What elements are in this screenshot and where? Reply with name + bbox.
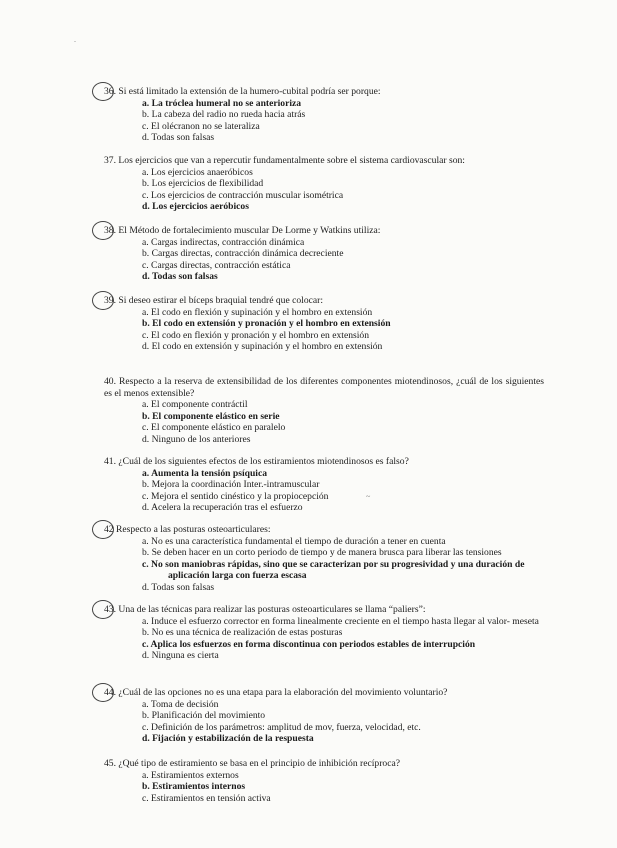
option-list [104, 98, 544, 144]
question-stem [104, 758, 544, 770]
question-43 [104, 604, 544, 662]
answer-option [142, 547, 544, 559]
answer-option [142, 627, 544, 639]
answer-option-label: b. La cabeza del radio no rueda hacia atrás [142, 109, 306, 121]
answer-option [142, 167, 544, 179]
circle-mark [92, 291, 114, 310]
option-list [104, 399, 544, 445]
answer-option [142, 318, 544, 330]
answer-option-label: c. No son maniobras rápidas, sino que se caracterizan por su progresividad y una duración de [142, 558, 525, 570]
answer-option [142, 502, 544, 514]
answer-option-label: b. Estiramientos internos [142, 781, 246, 793]
answer-option [142, 793, 544, 805]
question-text: Respecto a la reserva de extensibilidad de los diferentes componentes miotendinosos, ¿cuál de los siguientes es el menos extensible? [104, 376, 544, 399]
question-stem [104, 456, 544, 468]
answer-option [142, 260, 544, 272]
answer-option [142, 98, 544, 110]
question-stem [104, 225, 544, 237]
answer-option [142, 781, 544, 793]
answer-option-label: c. El componente elástico en paralelo [142, 422, 286, 434]
circle-mark [92, 683, 114, 702]
answer-option [142, 399, 544, 411]
question-number: 38. [104, 225, 116, 236]
question-41 [104, 456, 544, 514]
answer-option [142, 733, 544, 745]
question-text: Una de las técnicas para realizar las posturas osteoarticulares se llama “paliers”: [118, 604, 426, 615]
answer-option-label: b. Planificación del movimiento [142, 710, 266, 722]
question-44 [104, 687, 544, 745]
answer-option [142, 411, 544, 423]
circle-mark [92, 600, 114, 619]
question-stem [104, 86, 544, 98]
answer-option-label: b. El componente elástico en serie [142, 410, 280, 422]
question-39 [104, 295, 544, 353]
question-number: 39. [104, 295, 116, 306]
question-number: 44. [104, 687, 116, 698]
option-list [104, 307, 544, 353]
question-stem [104, 376, 544, 399]
answer-option [142, 479, 544, 491]
question-text: Los ejercicios que van a repercutir fundamentalmente sobre el sistema cardiovascular son: [118, 155, 465, 166]
answer-option [142, 341, 544, 353]
question-stem [104, 687, 544, 699]
question-number: 42 [104, 524, 114, 535]
question-number: 36. [104, 86, 116, 97]
answer-option-label: c. Estiramientos en tensión activa [142, 792, 271, 804]
answer-option-label: c. Mejora el sentido cinéstico y la propiocepción [142, 490, 329, 502]
question-text: Si está limitado la extensión de la humero-cubital podría ser porque: [118, 86, 381, 97]
answer-option-label: c. El olécranon no se lateraliza [142, 120, 260, 132]
answer-option [142, 190, 544, 202]
answer-option-label: b. Cargas directas, contracción dinámica decreciente [142, 248, 344, 260]
question-45 [104, 758, 544, 804]
answer-option-label: d. Ninguna es cierta [142, 650, 219, 662]
question-36 [104, 86, 544, 144]
answer-option-label: d. El codo en extensión y supinación y el hombro en extensión [142, 341, 383, 353]
option-list [104, 616, 544, 662]
answer-option-label: a. La tróclea humeral no se anterioriza [142, 97, 302, 109]
answer-option [142, 434, 544, 446]
circle-mark [92, 520, 114, 539]
stray-mark: ~ [366, 492, 371, 501]
answer-option-label: a. Toma de decisión [142, 698, 219, 710]
answer-option-label: a. No es una característica fundamental el tiempo de duración a tener en cuenta [142, 535, 446, 547]
answer-option-label: b. Mejora la coordinación Inter.-intramuscular [142, 479, 320, 491]
answer-option [142, 491, 544, 503]
answer-option [142, 559, 544, 571]
question-number: 45. [104, 758, 116, 769]
circle-mark [92, 221, 114, 240]
answer-option [142, 722, 544, 734]
answer-option-label: d. Acelera la recuperación tras el esfuerzo [142, 502, 303, 514]
question-stem [104, 604, 544, 616]
answer-option-label: c. Los ejercicios de contracción muscular isométrica [142, 189, 344, 201]
option-list [104, 699, 544, 745]
question-number: 41. [104, 456, 116, 467]
option-list [104, 237, 544, 283]
answer-option-label: a. El codo en flexión y supinación y el hombro en extensión [142, 306, 373, 318]
option-list [104, 167, 544, 213]
answer-option [142, 132, 544, 144]
answer-option-label: d. Todas son falsas [142, 132, 215, 144]
question-stem [104, 524, 544, 536]
answer-option [142, 582, 544, 594]
option-list [104, 770, 544, 805]
answer-option [142, 109, 544, 121]
question-42 [104, 524, 544, 594]
answer-option-label: a. Aumenta la tensión psíquica [142, 467, 268, 479]
answer-option-label: a. Induce el esfuerzo corrector en forma linealmente creciente en el tiempo hasta llegar al valor- meseta [142, 615, 539, 627]
answer-option-label: b. Los ejercicios de flexibilidad [142, 178, 264, 190]
question-number: 43. [104, 604, 116, 615]
answer-option [142, 307, 544, 319]
answer-option [142, 699, 544, 711]
answer-option [142, 271, 544, 283]
answer-option-label-cont: aplicación larga con fuerza escasa [168, 570, 307, 582]
option-list [104, 468, 544, 514]
question-text: ¿Cuál de las opciones no es una etapa para la elaboración del movimiento voluntario? [118, 687, 448, 698]
question-number: 37. [104, 155, 116, 166]
answer-option-label: c. El codo en flexión y pronación y el hombro en extensión [142, 329, 369, 341]
answer-option-label: d. Todas son falsas [142, 581, 215, 593]
answer-option-label: a. Cargas indirectas, contracción dinámica [142, 236, 305, 248]
answer-option [142, 650, 544, 662]
answer-option-label: b. No es una técnica de realización de estas posturas [142, 627, 343, 639]
answer-option-label: d. Ninguno de los anteriores [142, 433, 251, 445]
answer-option [142, 237, 544, 249]
question-text: Respecto a las posturas osteoarticulares: [116, 524, 271, 535]
question-40 [104, 376, 544, 446]
question-text: ¿Qué tipo de estiramiento se basa en el principio de inhibición recíproca? [118, 758, 400, 769]
answer-option-label: d. Fijación y estabilización de la respuesta [142, 733, 314, 745]
question-stem [104, 295, 544, 307]
answer-option-label: c. Aplica los esfuerzos en forma discontinua con periodos estables de interrupción [142, 638, 476, 650]
answer-option [142, 710, 544, 722]
answer-option [142, 639, 544, 651]
answer-option [142, 422, 544, 434]
answer-option-label: a. Los ejercicios anaeróbicos [142, 166, 253, 178]
answer-option [142, 330, 544, 342]
question-text: ¿Cuál de los siguientes efectos de los estiramientos miotendinosos es falso? [118, 456, 409, 467]
answer-option [142, 201, 544, 213]
answer-option [142, 121, 544, 133]
answer-option-label: d. Todas son falsas [142, 271, 218, 283]
question-number: 40. [104, 376, 116, 387]
answer-option-label: b. El codo en extensión y pronación y el hombro en extensión [142, 318, 391, 330]
answer-option [142, 468, 544, 480]
answer-option [142, 616, 544, 628]
answer-option-label: c. Definición de los parámetros: amplitud de mov, fuerza, velocidad, etc. [142, 721, 421, 733]
answer-option-label: a. Estiramientos externos [142, 769, 239, 781]
answer-option [142, 248, 544, 260]
answer-option-label: c. Cargas directas, contracción estática [142, 259, 291, 271]
answer-option [142, 178, 544, 190]
question-stem [104, 155, 544, 167]
answer-option-continuation [142, 570, 544, 582]
question-38 [104, 225, 544, 283]
option-list [104, 536, 544, 594]
question-37 [104, 155, 544, 213]
question-text: El Método de fortalecimiento muscular De Lorme y Watkins utiliza: [118, 225, 381, 236]
circle-mark [92, 82, 114, 101]
answer-option-label: a. El componente contráctil [142, 399, 248, 411]
answer-option-label: d. Los ejercicios aeróbicos [142, 201, 249, 213]
question-text: Si deseo estirar el bíceps braquial tendré que colocar: [118, 295, 323, 306]
answer-option-label: b. Se deben hacer en un corto periodo de tiempo y de manera brusca para liberar las tensiones [142, 547, 502, 559]
answer-option [142, 770, 544, 782]
stray-mark: . [74, 35, 76, 44]
answer-option [142, 536, 544, 548]
